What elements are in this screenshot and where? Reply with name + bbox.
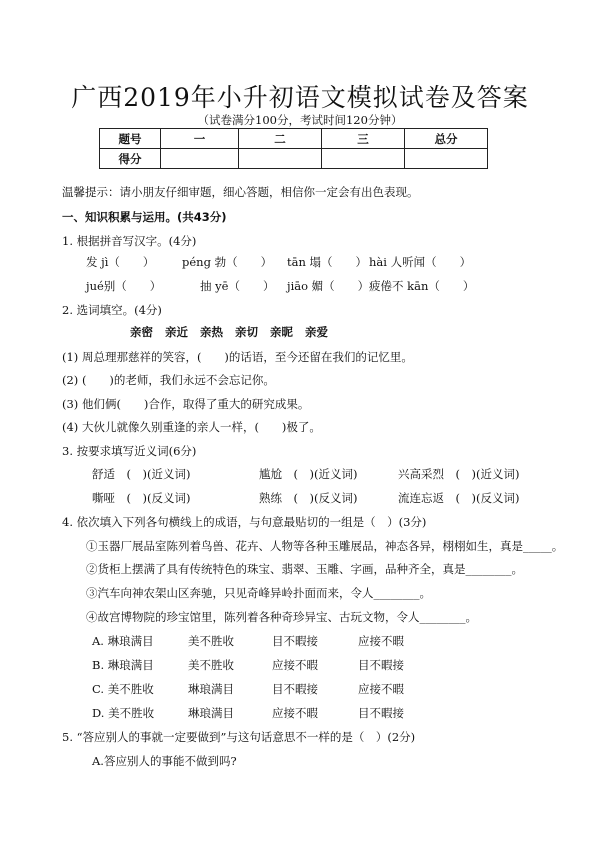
word-bank-item: 亲近 (165, 325, 188, 339)
option-c-label: C. 美不胜收 (92, 682, 154, 696)
score-cell[interactable] (239, 149, 322, 169)
question-5-title: 5. “答应别人的事就一定要做到”与这句话意思不一样的是（ ）(2分) (62, 730, 416, 744)
page-title: 广西2019年小升初语文模拟试卷及答案 (71, 83, 529, 112)
option-b-label: B. 琳琅满目 (92, 658, 154, 672)
score-header-cell: 二 (239, 129, 322, 149)
option-idiom: 琳琅满目 (188, 706, 234, 720)
q4-sentence: ④故宫博物院的珍宝馆里，陈列着各种奇珍异宝、古玩文物，令人________。 (86, 610, 477, 624)
score-cell[interactable] (161, 149, 239, 169)
q4-sentence: ②货柜上摆满了具有传统特色的珠宝、翡翠、玉雕、字画，品种齐全，真是________。 (86, 562, 523, 576)
pinyin-item: 抽 yē（ ） (200, 279, 275, 293)
score-header-cell: 一 (161, 129, 239, 149)
q4-sentence: ③汽车向神农架山区奔驰，只见奇峰异岭扑面而来，令人________。 (86, 586, 431, 600)
option-idiom: 目不暇接 (272, 634, 318, 648)
pinyin-item: péng 勃（ ） (182, 255, 273, 269)
q2-sentence: (2) ( )的老师，我们永远不会忘记你。 (62, 373, 275, 387)
word-bank-item: 亲热 (200, 325, 223, 339)
antonym-item: 嘶哑 ( )(反义词) (92, 491, 191, 505)
score-row-label: 得分 (100, 149, 161, 169)
word-bank-item: 亲切 (235, 325, 258, 339)
synonym-item: 兴高采烈 ( )(近义词) (398, 467, 520, 481)
score-header-cell: 总分 (405, 129, 488, 149)
pinyin-item: hài 人听闻（ ） (369, 255, 472, 269)
question-4-title: 4. 依次填入下列各句横线上的成语，与句意最贴切的一组是（ ）(3分) (62, 515, 427, 529)
synonym-item: 尴尬 ( )(近义词) (259, 467, 358, 481)
tip-text: 温馨提示：请小朋友仔细审题，细心答题，相信你一定会有出色表现。 (62, 185, 419, 199)
score-cell[interactable] (322, 149, 405, 169)
section-heading: 一、知识积累与运用。(共43分) (62, 210, 227, 224)
score-table-score-row (100, 149, 488, 169)
synonym-item: 舒适 ( )(近义词) (92, 467, 191, 481)
option-idiom: 目不暇接 (272, 682, 318, 696)
score-table-header-row (100, 129, 488, 149)
word-bank-item: 亲爱 (305, 325, 328, 339)
word-bank (130, 324, 340, 340)
option-idiom: 应接不暇 (272, 658, 318, 672)
q2-sentence: (3) 他们俩( )合作，取得了重大的研究成果。 (62, 397, 310, 411)
option-idiom: 琳琅满目 (188, 682, 234, 696)
question-1-title: 1. 根据拼音写汉字。(4分) (62, 234, 197, 248)
word-bank-item: 亲昵 (270, 325, 293, 339)
word-bank-item: 亲密 (130, 325, 153, 339)
q2-sentence: (1) 周总理那慈祥的笑容，( )的话语，至今还留在我们的记忆里。 (62, 350, 413, 364)
score-table (99, 128, 488, 169)
option-idiom: 美不胜收 (188, 634, 234, 648)
option-idiom: 应接不暇 (272, 706, 318, 720)
option-idiom: 应接不暇 (358, 634, 404, 648)
q2-sentence: (4) 大伙儿就像久别重逢的亲人一样，( )极了。 (62, 420, 321, 434)
option-a-label: A. 琳琅满目 (92, 634, 154, 648)
option-idiom: 目不暇接 (358, 706, 404, 720)
option-idiom: 美不胜收 (188, 658, 234, 672)
option-idiom: 目不暇接 (358, 658, 404, 672)
pinyin-item: 发 jì（ ） (86, 255, 155, 269)
option-idiom: 应接不暇 (358, 682, 404, 696)
question-2-title: 2. 选词填空。(4分) (62, 303, 162, 317)
option-d-label: D. 美不胜收 (92, 706, 155, 720)
question-3-title: 3. 按要求填写近义词(6分) (62, 444, 197, 458)
antonym-item: 流连忘返 ( )(反义词) (398, 491, 520, 505)
q5-option-a: A.答应别人的事能不做到吗? (92, 754, 237, 768)
q4-sentence: ①玉器厂展品室陈列着鸟兽、花卉、人物等各种玉雕展品，神态各异，栩栩如生，真是_____。 (86, 539, 564, 553)
pinyin-item: 疲倦不 kān（ ） (369, 279, 475, 293)
score-cell[interactable] (405, 149, 488, 169)
pinyin-item: jué别（ ） (86, 279, 162, 293)
antonym-item: 熟练 ( )(反义词) (259, 491, 358, 505)
score-header-cell: 三 (322, 129, 405, 149)
pinyin-item: tān 塌（ ） (287, 255, 368, 269)
score-header-cell: 题号 (100, 129, 161, 149)
exam-subtitle: （试卷满分100分，考试时间120分钟） (197, 113, 403, 127)
pinyin-item: jiāo 媚（ ） (287, 279, 370, 293)
